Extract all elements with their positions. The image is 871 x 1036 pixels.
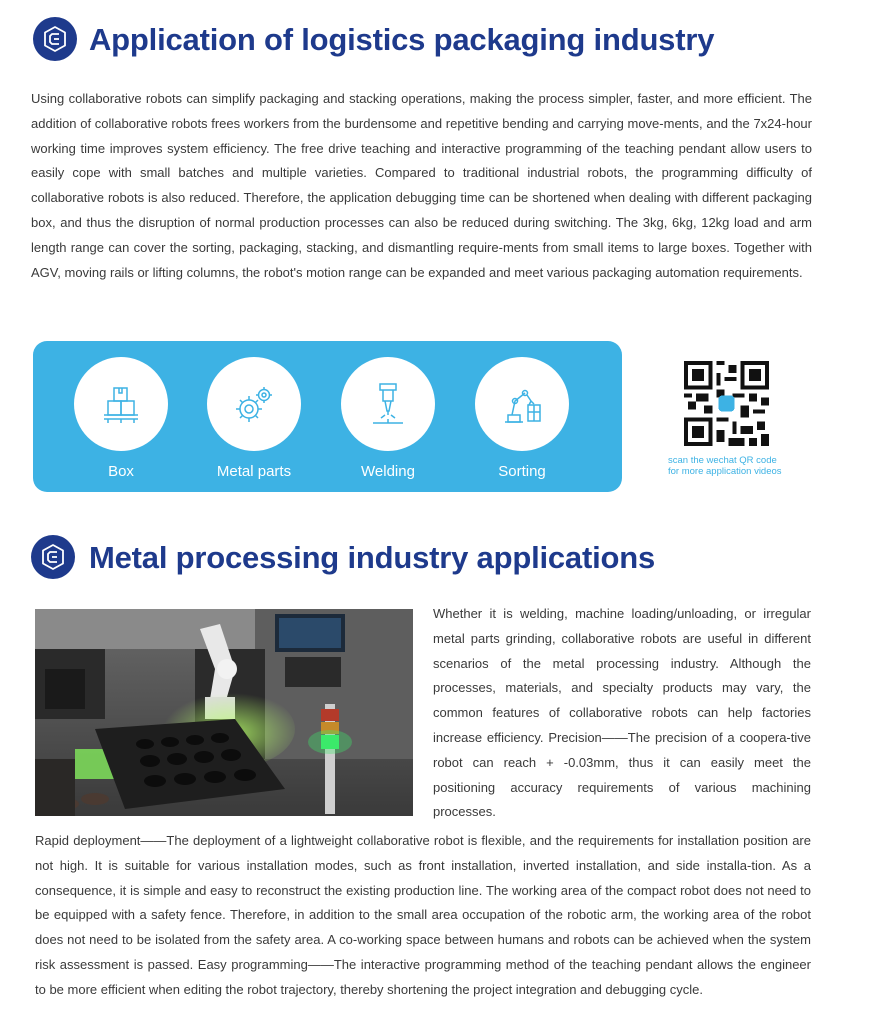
brand-logo-icon (31, 535, 75, 579)
metal-full-paragraph: Rapid deployment——The deployment of a lightweight collaborative robot is flexible, and the requirements for installation position are not high. It is suitable for various installation modes, such as front installation, inverted installation, and side installa-tion. As a consequence, it is simple and easy to reconstruct the existing production line. The working area of the compact robot does not need to be equipped with a safety fence. Therefore, in addition to the small area occupation of the robotic arm, the working area of the robot does not need to be isolated from the safety area. A co-working space between humans and robots can be achieved when the system risk assessment is passed. Easy programming——The interactive programming method of the teaching pendant allows the engineer to be more efficient when editing the robot trajectory, thereby shortening the project integration and debugging cycle. (35, 833, 811, 997)
factory-robot-photo (35, 609, 413, 816)
metal-side-paragraph: Whether it is welding, machine loading/unloading, or irregular metal parts grinding, collaborative robots are useful in different scenarios of the metal processing industry. Although the processes, materials, and specialty products may vary, the common features of collaborative robots can help factories increase efficiency. Precision——The precision of a coopera-tive robot can reach + -0.03mm, thus it can easily meet the positioning accuracy requirements of various machining processes. (433, 606, 811, 820)
category-box[interactable] (74, 357, 168, 480)
logistics-paragraph: Using collaborative robots can simplify packaging and stacking operations, making the process simpler, faster, and more efficient. The addition of collaborative robots frees workers from the burdensome and repetitive bending and carrying move-ments, and the 7x24-hour working time improves system efficiency. The free drive teaching and interactive programming of the teaching pendant allow users to easily cope with small batches and multiple varieties. Compared to traditional industrial robots, the programming difficulty of collaborative robots is also reduced. Therefore, the application debugging time can be shortened when dealing with different packaging box, and thus the disruption of normal production processes can also be reduced during switching. The 3kg, 6kg, 12kg load and arm length range can cover the sorting, packaging, stacking, and dismantling require-ments from small items to large boxes. Together with AGV, moving rails or lifting columns, the robot's motion range can be expanded and meet various packaging automation requirements. (31, 91, 812, 280)
section-title-metal: Metal processing industry applications (89, 540, 656, 575)
section-title-logistics: Application of logistics packaging industry (89, 22, 715, 57)
wechat-qr-code (684, 361, 769, 446)
robot-arm-icon (497, 379, 547, 429)
brand-logo-icon (33, 17, 77, 61)
category-label: Welding (361, 463, 415, 480)
gears-icon (229, 379, 279, 429)
qr-caption-line2: for more application videos (668, 466, 782, 477)
category-sorting[interactable] (475, 357, 569, 480)
category-label: Metal parts (216, 463, 292, 480)
category-welding[interactable] (341, 357, 435, 480)
qr-caption-line1: scan the wechat QR code (668, 455, 777, 466)
box-icon (96, 379, 146, 429)
category-metal-parts[interactable] (207, 357, 301, 480)
category-label: Sorting (498, 463, 546, 480)
category-label: Box (108, 463, 134, 480)
application-category-panel (33, 341, 622, 492)
welding-torch-icon (363, 379, 413, 429)
qr-caption (668, 455, 818, 477)
